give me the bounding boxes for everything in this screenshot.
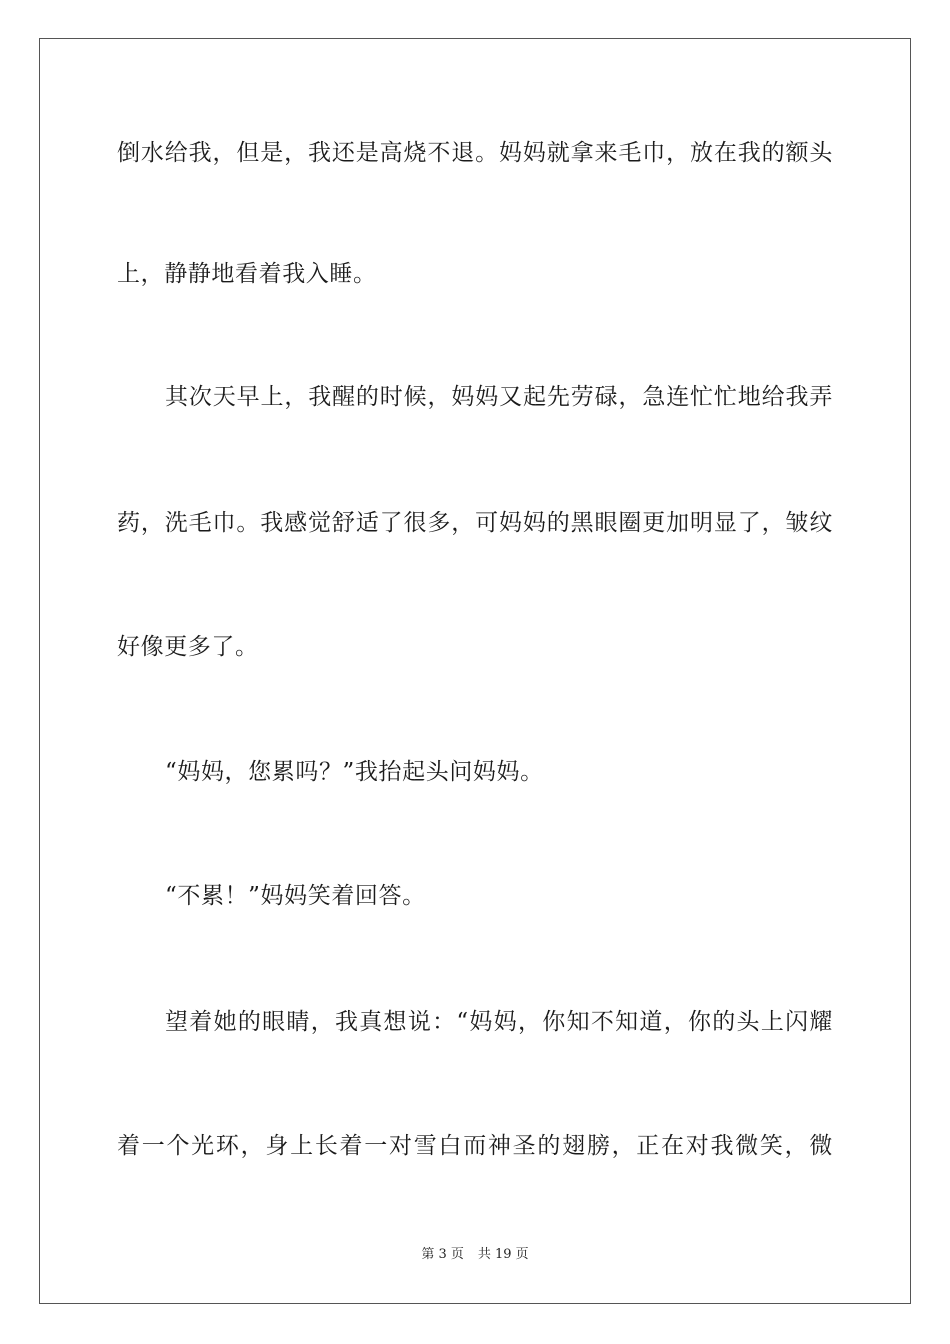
page-number: 第 3 页: [421, 1247, 464, 1262]
text-line: 好像更多了。: [117, 634, 259, 660]
page-border: [39, 38, 911, 1304]
text-line: 其次天早上，我醒的时候，妈妈又起先劳碌，急连忙忙地给我弄: [165, 384, 833, 410]
text-line: 望着她的眼睛，我真想说：“妈妈，你知不知道，你的头上闪耀: [165, 1009, 833, 1035]
text-line: 倒水给我，但是，我还是高烧不退。妈妈就拿来毛巾，放在我的额头: [117, 140, 833, 166]
text-line: 着一个光环，身上长着一对雪白而神圣的翅膀，正在对我微笑，微: [117, 1133, 833, 1159]
text-line: 上，静静地看着我入睡。: [117, 261, 377, 287]
page-footer: [0, 1246, 950, 1264]
text-line: “妈妈，您累吗？”我抬起头问妈妈。: [165, 759, 544, 785]
text-line: 药，洗毛巾。我感觉舒适了很多，可妈妈的黑眼圈更加明显了，皱纹: [117, 510, 833, 536]
text-line: “不累！”妈妈笑着回答。: [165, 883, 426, 909]
total-pages: 共 19 页: [477, 1247, 529, 1262]
